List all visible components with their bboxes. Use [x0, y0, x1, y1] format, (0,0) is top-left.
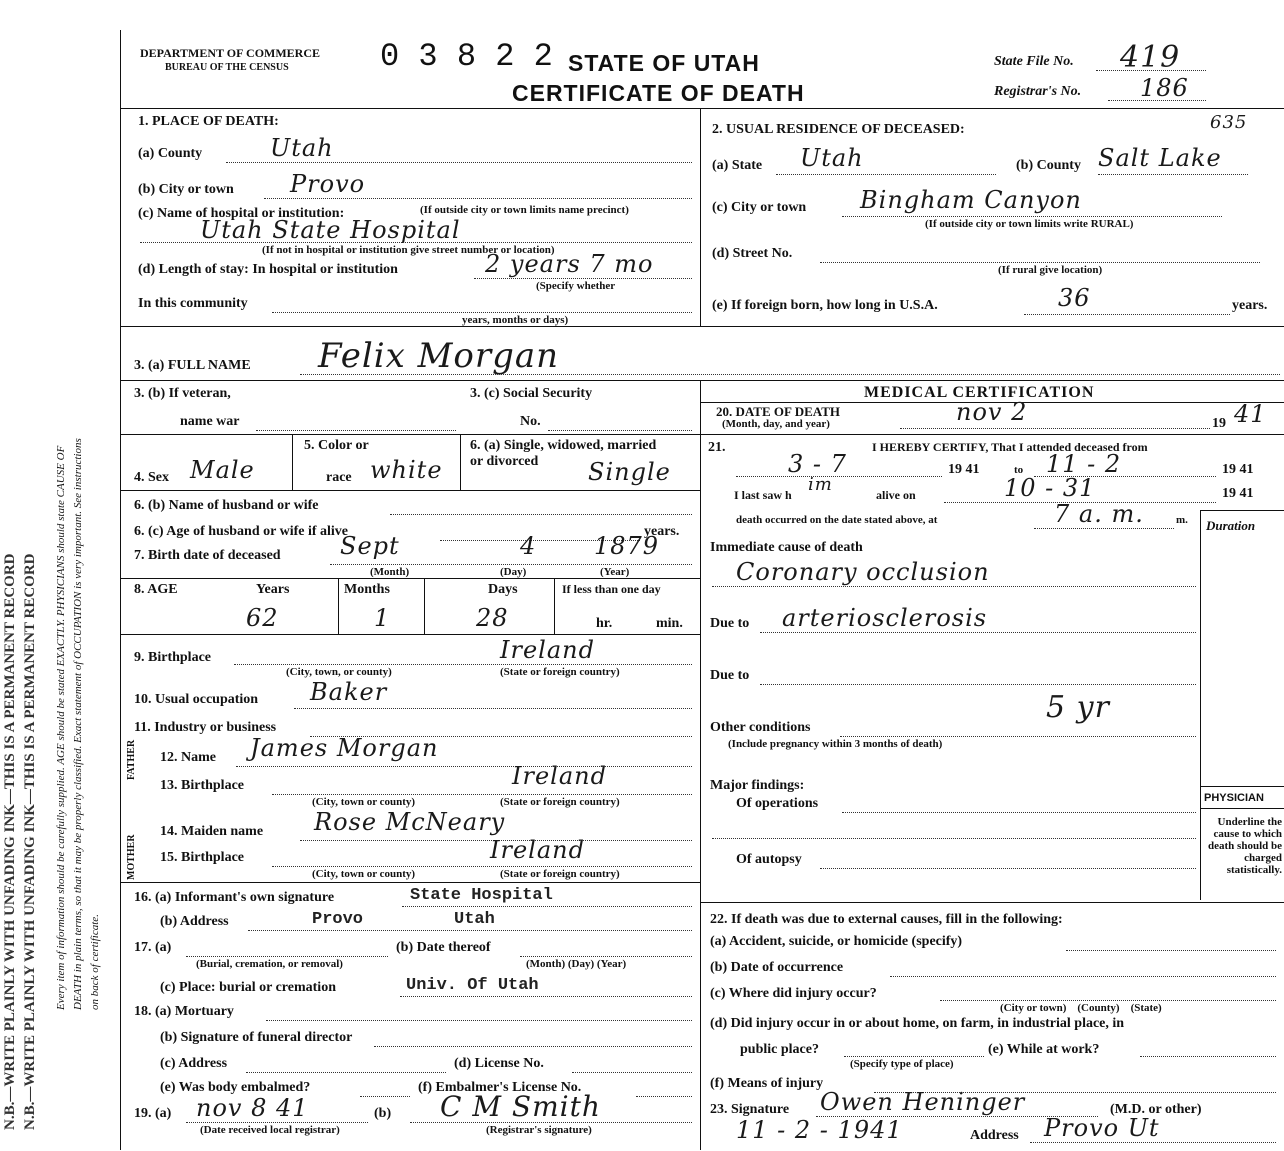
header-code: 635 — [1210, 112, 1248, 133]
embalmed-label: (e) Was body embalmed? — [160, 1080, 311, 1095]
burial-label: 17. (a) — [134, 940, 172, 955]
attended-to: 11 - 2 — [1046, 450, 1122, 478]
med-divider-3 — [700, 902, 1284, 903]
immediate-cause-value: Coronary occlusion — [736, 558, 990, 586]
death-date-note: (Month, day, and year) — [722, 418, 830, 430]
operations-label: Of operations — [736, 796, 819, 811]
stay-label: (d) Length of stay: In hospital or institution — [138, 262, 398, 277]
section-divider-2 — [120, 380, 1284, 381]
mother-name-value: Rose McNeary — [314, 808, 506, 836]
burial-date-label: (b) Date thereof — [396, 940, 491, 955]
where-line — [940, 1000, 1276, 1001]
death-date-line — [900, 428, 1210, 429]
license-label: (d) License No. — [454, 1056, 544, 1071]
father-name-line — [236, 766, 692, 767]
death-county-line — [226, 162, 692, 163]
sex-divider — [292, 434, 293, 490]
veteran-label: 3. (b) If veteran, — [134, 386, 231, 401]
md-label: (M.D. or other) — [1110, 1102, 1202, 1117]
physician-heading: PHYSICIAN — [1204, 792, 1264, 804]
certificate-title: CERTIFICATE OF DEATH — [512, 80, 805, 106]
occupation-label: 10. Usual occupation — [134, 692, 259, 707]
burial-place-label: (c) Place: burial or cremation — [160, 980, 336, 995]
physician-signature: Owen Heninger — [820, 1088, 1026, 1116]
where-note: (City or town) (County) (State) — [1000, 1002, 1162, 1014]
birth-day: 4 — [520, 532, 537, 560]
attended-to-label: to — [1014, 464, 1024, 476]
mother-side-label: MOTHER — [126, 834, 137, 880]
burial-note: (Burial, cremation, or removal) — [196, 958, 343, 970]
res-city-value: Bingham Canyon — [860, 186, 1082, 214]
age-divider-1 — [338, 578, 339, 634]
duration-note: 5 yr — [1046, 690, 1110, 725]
father-city-note: (City, town or county) — [312, 796, 416, 808]
means-label: (f) Means of injury — [710, 1076, 824, 1091]
age-months-col: Months — [344, 582, 390, 597]
embalmer-line — [636, 1096, 692, 1097]
marital-value: Single — [588, 458, 671, 486]
mortuary-label: 18. (a) Mortuary — [134, 1004, 234, 1019]
state-title: STATE OF UTAH — [568, 50, 760, 76]
age-months: 1 — [374, 604, 391, 632]
accident-line — [1066, 950, 1276, 951]
res-street-line — [820, 262, 1260, 263]
alive-on-label: alive on — [876, 488, 916, 502]
res-city-line — [842, 216, 1222, 217]
embalmer-label: (f) Embalmer's License No. — [418, 1080, 582, 1095]
immediate-line — [712, 586, 1196, 587]
age-years: 62 — [246, 604, 279, 632]
res-state-line — [776, 174, 996, 175]
mother-birth-label: 15. Birthplace — [160, 850, 244, 865]
birthplace-city-note: (City, town, or county) — [286, 666, 392, 678]
birth-date-label: 7. Birth date of deceased — [134, 548, 281, 563]
spouse-years-label: years. — [644, 524, 680, 539]
registrar-sig-line — [410, 1122, 692, 1123]
signature-date: 11 - 2 - 1941 — [736, 1116, 903, 1144]
color-label: 5. Color or — [304, 438, 369, 453]
received-label: 19. (a) — [134, 1106, 172, 1121]
last-saw-label: I last saw h — [734, 488, 792, 502]
occupation-value: Baker — [310, 678, 388, 706]
physician-bottom — [1200, 808, 1284, 809]
divider-6 — [120, 634, 700, 635]
mid-divider — [700, 380, 701, 1150]
age-label: 8. AGE — [134, 582, 178, 597]
spouse-age-label: 6. (c) Age of husband or wife if alive — [134, 524, 349, 539]
sex-value: Male — [190, 456, 255, 484]
informant-sig-value: State Hospital — [410, 886, 553, 905]
res-state-value: Utah — [800, 144, 864, 172]
due-to-2-label: Due to — [710, 668, 750, 683]
registrar-line — [1108, 100, 1206, 101]
mortuary-line — [266, 1020, 692, 1021]
state-file-line — [1096, 70, 1206, 71]
registrar-signature: C M Smith — [440, 1090, 601, 1123]
at-work-label: (e) While at work? — [988, 1042, 1100, 1057]
mother-birth-value: Ireland — [490, 836, 585, 864]
stay-line — [474, 278, 692, 279]
age-days: 28 — [476, 604, 509, 632]
received-value: nov 8 41 — [196, 1094, 309, 1122]
physician-top — [1200, 786, 1284, 787]
medical-heading: MEDICAL CERTIFICATION — [864, 384, 1095, 401]
attended-from: 3 - 7 — [788, 450, 847, 478]
spouse-label: 6. (b) Name of husband or wife — [134, 498, 319, 513]
birthplace-value: Ireland — [500, 636, 595, 664]
home-label: (d) Did injury occur in or about home, on farm, in industrial place, in — [710, 1016, 1125, 1031]
occupation-line — [294, 708, 692, 709]
form-left-border — [120, 30, 121, 1150]
due-to-1-value: arteriosclerosis — [782, 604, 988, 632]
res-city-note: (If outside city or town limits write RURAL) — [925, 218, 1134, 230]
specify-place-note: (Specify type of place) — [850, 1058, 954, 1070]
social-security-label: 3. (c) Social Security — [470, 386, 593, 401]
hospital-value: Utah State Hospital — [200, 216, 461, 244]
burial-date-line — [520, 956, 692, 957]
other-conditions-label: Other conditions — [710, 720, 811, 735]
signature-address-label: Address — [970, 1128, 1019, 1143]
death-city-label: (b) City or town — [138, 182, 234, 197]
occurred-label: death occurred on the date stated above, at — [736, 514, 938, 526]
registrar-no-label: Registrar's No. — [994, 84, 1082, 99]
death-year-suffix: 41 — [1234, 400, 1267, 428]
less-than-day: If less than one day — [562, 582, 661, 596]
bureau-label: BUREAU OF THE CENSUS — [165, 62, 289, 73]
death-date-value: nov 2 — [956, 398, 1028, 426]
attended-year-2: 19 41 — [1222, 462, 1254, 477]
residence-heading: 2. USUAL RESIDENCE OF DECEASED: — [712, 122, 965, 137]
embalmed-line — [360, 1096, 410, 1097]
autopsy-line — [820, 868, 1196, 869]
ss-no-line — [548, 430, 692, 431]
duration-divider — [1200, 510, 1201, 900]
last-saw-year: 19 41 — [1222, 486, 1254, 501]
units-note: years, months or days) — [462, 314, 569, 326]
informant-address-label: (b) Address — [160, 914, 229, 929]
birth-day-note: (Day) — [500, 566, 527, 578]
mother-birth-line — [272, 866, 692, 867]
father-birth-value: Ireland — [512, 762, 607, 790]
mortuary-address-line — [246, 1072, 446, 1073]
margin-instructions-1: Every item of information should be carefully supplied. AGE should be stated EXACTLY. PHYSICIANS should state CAUSE OF — [55, 445, 67, 1010]
divider-5 — [120, 578, 700, 579]
occurrence-label: (b) Date of occurrence — [710, 960, 844, 975]
license-line — [572, 1072, 692, 1073]
res-years-label: years. — [1232, 298, 1268, 313]
community-line — [272, 312, 692, 313]
registrar-note: (Registrar's signature) — [486, 1124, 592, 1136]
death-time: 7 a. m. — [1054, 500, 1144, 528]
res-county-value: Salt Lake — [1098, 144, 1222, 172]
age-days-col: Days — [488, 582, 518, 597]
certify-number: 21. — [708, 440, 726, 455]
received-line — [186, 1122, 368, 1123]
father-side-label: FATHER — [126, 739, 137, 780]
name-war-line — [256, 430, 456, 431]
race-divider — [460, 434, 461, 490]
hospital-line — [140, 242, 692, 243]
accident-label: (a) Accident, suicide, or homicide (specify) — [710, 934, 963, 949]
occurrence-line — [890, 976, 1276, 977]
autopsy-label: Of autopsy — [736, 852, 802, 867]
signature-address-line — [1030, 1142, 1276, 1143]
age-divider-3 — [554, 578, 555, 634]
death-time-line — [1034, 528, 1174, 529]
divider-4 — [120, 490, 700, 491]
operations-line — [842, 812, 1196, 813]
birth-year-note: (Year) — [600, 566, 630, 578]
hr-label: hr. — [596, 616, 613, 631]
operations-line-2 — [712, 838, 1196, 839]
father-state-note: (State or foreign country) — [500, 796, 620, 808]
informant-address-line — [248, 930, 692, 931]
pregnancy-note: (Include pregnancy within 3 months of death) — [728, 738, 943, 750]
birth-month: Sept — [340, 532, 400, 560]
spouse-line — [390, 514, 692, 515]
section-divider-1 — [120, 326, 1284, 327]
min-label: min. — [656, 616, 683, 631]
father-name-value: James Morgan — [250, 734, 439, 762]
birthplace-state-note: (State or foreign country) — [500, 666, 620, 678]
res-city-label: (c) City or town — [712, 200, 807, 215]
signature-address: Provo Ut — [1044, 1114, 1160, 1142]
father-name-label: 12. Name — [160, 750, 216, 765]
res-county-label: (b) County — [1016, 158, 1081, 173]
divider-3 — [120, 434, 700, 435]
margin-permanent-record-1: N.B.—WRITE PLAINLY WITH UNFADING INK—THIS IS A PERMANENT RECORD — [2, 553, 18, 1130]
stay-value: 2 years 7 mo — [485, 250, 654, 278]
birth-month-note: (Month) — [370, 566, 410, 578]
mother-city-note: (City, town or county) — [312, 868, 416, 880]
due-1-line — [760, 632, 1196, 633]
death-county-value: Utah — [270, 134, 334, 162]
last-saw-date: 10 - 31 — [1004, 474, 1096, 502]
burial-place-value: Univ. Of Utah — [406, 976, 539, 995]
birth-year: 1879 — [594, 532, 660, 560]
where-label: (c) Where did injury occur? — [710, 986, 877, 1001]
hospital-note: (If outside city or town limits name precinct) — [420, 204, 629, 216]
external-causes-label: 22. If death was due to external causes, fill in the following: — [710, 912, 1063, 927]
res-county-line — [1098, 174, 1248, 175]
street-note: (If not in hospital or institution give street number or location) — [262, 244, 555, 256]
informant-address-state: Utah — [454, 910, 495, 929]
father-birth-line — [272, 794, 692, 795]
marital-label: 6. (a) Single, widowed, married or divorced — [470, 438, 657, 469]
death-city-value: Provo — [290, 170, 366, 198]
registrar-b-label: (b) — [374, 1106, 392, 1121]
sex-label: 4. Sex — [134, 470, 169, 485]
m-label: m. — [1176, 514, 1188, 526]
specify-note: (Specify whether — [536, 280, 616, 292]
informant-sig-line — [402, 906, 692, 907]
margin-instructions-3: on back of certificate. — [89, 914, 101, 1010]
mortuary-address-label: (c) Address — [160, 1056, 228, 1071]
race-label: race — [326, 470, 352, 485]
registrar-no-value: 186 — [1140, 74, 1189, 102]
top-section-divider — [700, 108, 701, 326]
full-name-line — [300, 374, 1280, 375]
med-divider-2 — [700, 434, 1284, 435]
res-state-label: (a) State — [712, 158, 763, 173]
informant-address-city: Provo — [312, 910, 364, 929]
last-saw-him: im — [808, 474, 833, 495]
header-divider — [120, 108, 1284, 109]
community-label: In this community — [138, 296, 248, 311]
birthplace-label: 9. Birthplace — [134, 650, 211, 665]
margin-permanent-record-2: N.B.—WRITE PLAINLY WITH UNFADING INK—THIS IS A PERMANENT RECORD — [22, 553, 38, 1130]
burial-date-note: (Month) (Day) (Year) — [526, 958, 627, 970]
informant-sig-label: 16. (a) Informant's own signature — [134, 890, 335, 905]
hospital-label: (c) Name of hospital or institution: — [138, 206, 345, 221]
burial-place-line — [400, 996, 692, 997]
full-name-label: 3. (a) FULL NAME — [134, 358, 251, 373]
physician-note: Underline the cause to which death should be charged statistically. — [1208, 816, 1282, 876]
father-birth-label: 13. Birthplace — [160, 778, 244, 793]
name-war-label: name war — [180, 414, 240, 429]
state-file-value: 419 — [1120, 40, 1181, 75]
duration-top — [1200, 510, 1284, 511]
signature-label: 23. Signature — [710, 1102, 790, 1117]
mother-state-note: (State or foreign country) — [500, 868, 620, 880]
duration-label: Duration — [1206, 518, 1256, 533]
birth-line — [330, 564, 692, 565]
state-file-label: State File No. — [994, 54, 1074, 69]
death-year-prefix: 19 — [1212, 416, 1226, 431]
death-date-label: 20. DATE OF DEATH — [716, 404, 840, 419]
foreign-years: 36 — [1058, 284, 1091, 312]
attended-from-line — [736, 476, 942, 477]
margin-strip — [0, 0, 112, 1151]
due-to-1-label: Due to — [710, 616, 750, 631]
attended-year-1: 19 41 — [948, 462, 980, 477]
funeral-director-label: (b) Signature of funeral director — [160, 1030, 353, 1045]
death-city-line — [264, 198, 692, 199]
age-years-col: Years — [256, 582, 290, 597]
due-2-line — [760, 684, 1196, 685]
res-street-note: (If rural give location) — [998, 264, 1103, 276]
death-county-label: (a) County — [138, 146, 203, 161]
other-line — [840, 736, 1196, 737]
age-divider-2 — [424, 578, 425, 634]
ss-no-label: No. — [520, 414, 541, 429]
received-note: (Date received local registrar) — [200, 1124, 340, 1136]
immediate-cause-label: Immediate cause of death — [710, 540, 863, 555]
burial-line — [186, 956, 388, 957]
at-work-line — [1140, 1056, 1276, 1057]
industry-label: 11. Industry or business — [134, 720, 277, 735]
place-of-death-heading: 1. PLACE OF DEATH: — [138, 114, 279, 129]
funeral-director-line — [374, 1046, 692, 1047]
race-value: white — [370, 456, 443, 484]
divider-7 — [120, 882, 700, 883]
full-name-value: Felix Morgan — [318, 336, 560, 376]
major-findings-label: Major findings: — [710, 778, 805, 793]
cert-number: 0 3 8 2 2 — [380, 38, 553, 75]
margin-instructions-2: DEATH in plain terms, so that it may be properly classified. Exact statement of OCCUPATION is very important. See instructions — [72, 438, 84, 1010]
certify-text: I HEREBY CERTIFY, That I attended deceased from — [872, 440, 1148, 454]
maiden-name-label: 14. Maiden name — [160, 824, 264, 839]
foreign-label: (e) If foreign born, how long in U.S.A. — [712, 298, 938, 313]
birthplace-line — [234, 664, 692, 665]
dept-label: DEPARTMENT OF COMMERCE — [140, 46, 321, 60]
public-place-label: public place? — [740, 1042, 819, 1057]
foreign-line — [1024, 314, 1230, 315]
res-street-label: (d) Street No. — [712, 246, 793, 261]
public-place-line — [844, 1056, 984, 1057]
